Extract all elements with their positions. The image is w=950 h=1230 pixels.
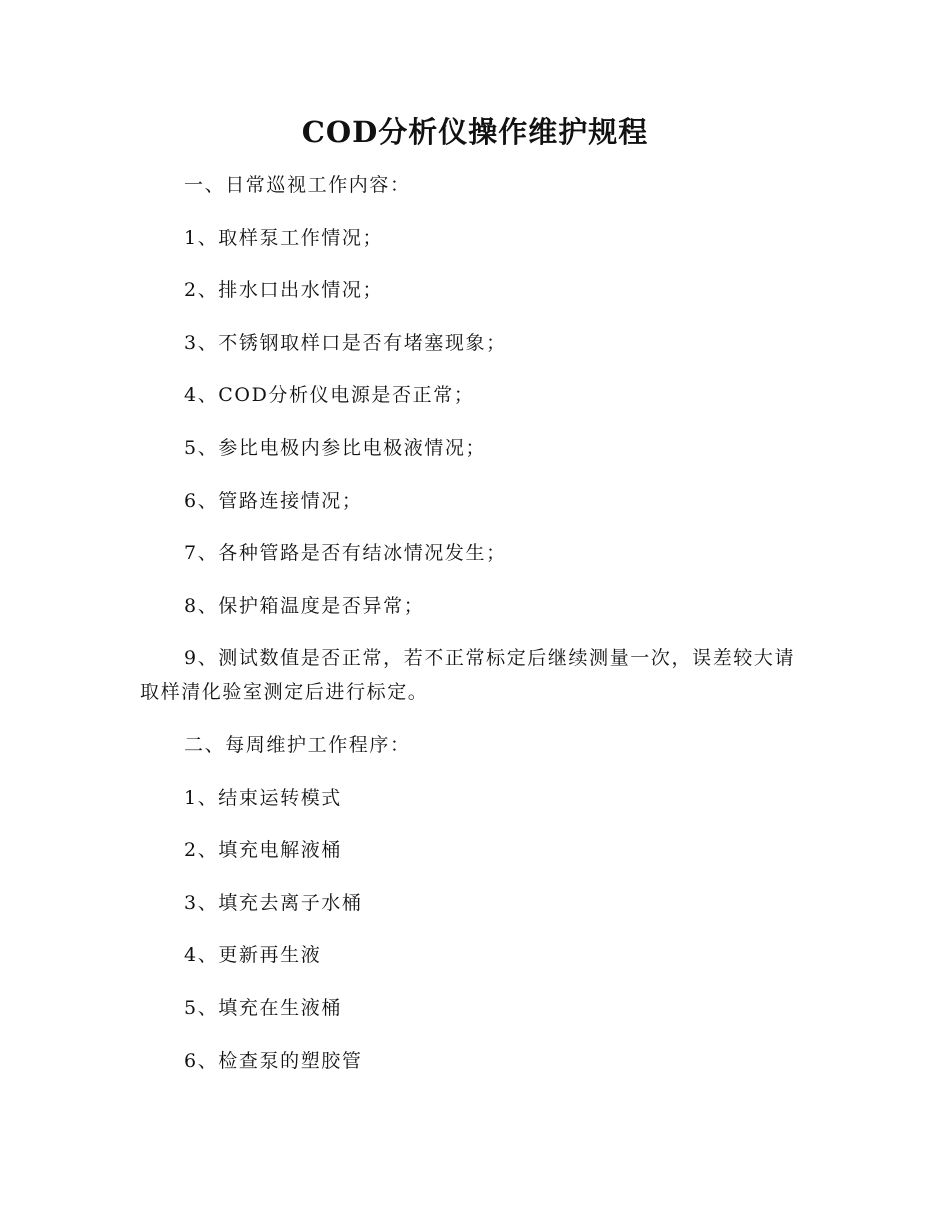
list-item: 1、取样泵工作情况； bbox=[184, 226, 384, 249]
list-item: 1、结束运转模式 bbox=[184, 786, 342, 809]
list-item: 6、管路连接情况； bbox=[184, 489, 363, 512]
list-item: 6、检查泵的塑胶管 bbox=[184, 1049, 363, 1072]
list-item: 5、填充在生液桶 bbox=[184, 996, 342, 1019]
document-title: COD分析仪操作维护规程 bbox=[301, 115, 649, 149]
list-item: 7、各种管路是否有结冰情况发生； bbox=[184, 542, 507, 565]
list-item: 5、参比电极内参比电极液情况； bbox=[184, 436, 487, 459]
list-item: 8、保护箱温度是否异常； bbox=[184, 594, 425, 617]
document-body bbox=[140, 168, 810, 1096]
section-heading-weekly: 二、每周维护工作程序： bbox=[184, 733, 411, 756]
list-item: 2、填充电解液桶 bbox=[184, 839, 342, 862]
list-item: 4、更新再生液 bbox=[184, 944, 322, 967]
list-item: 9、测试数值是否正常，若不正常标定后继续测量一次，误差较大请取样清化验室测定后进行标定。 bbox=[140, 647, 796, 704]
list-item: 3、不锈钢取样口是否有堵塞现象； bbox=[184, 331, 507, 354]
list-item: 4、COD分析仪电源是否正常； bbox=[184, 384, 475, 407]
list-item: 2、排水口出水情况； bbox=[184, 279, 384, 302]
list-item: 3、填充去离子水桶 bbox=[184, 891, 363, 914]
section-heading-daily: 一、日常巡视工作内容： bbox=[184, 174, 411, 196]
